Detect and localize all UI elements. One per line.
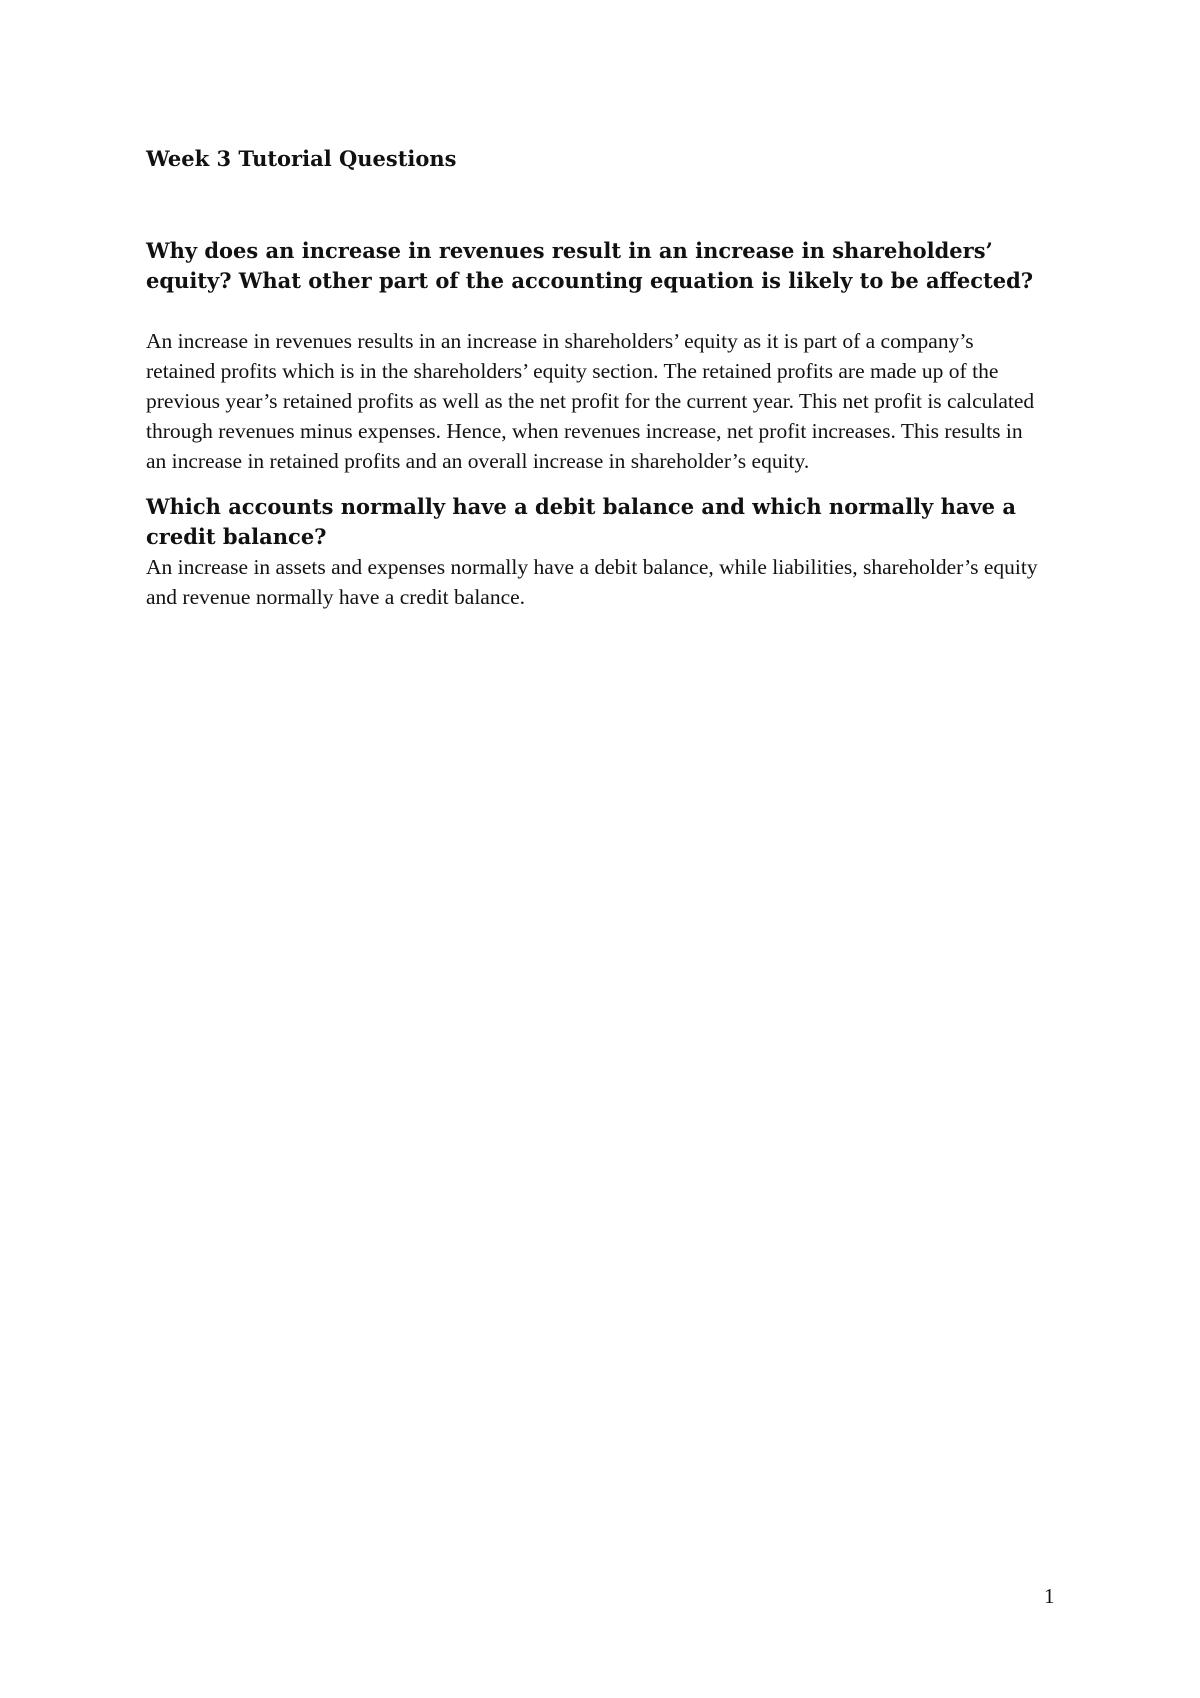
document-title: Week 3 Tutorial Questions [146, 146, 457, 171]
answer-2: An increase in assets and expenses normally have a debit balance, while liabilities, shareholder’s equity and revenue normally have a credit balance. [146, 555, 1038, 609]
question-2: Which accounts normally have a debit balance and which normally have a credit balance? [146, 494, 1016, 549]
question-1: Why does an increase in revenues result in an increase in shareholders’ equity? What other part of the accounting equation is likely to be affected? [146, 238, 1034, 293]
answer-1: An increase in revenues results in an increase in shareholders’ equity as it is part of a company’s retained profits which is in the shareholders’ equity section. The retained profits are made up of the previous year’s retained profits as well as the net profit for the current year. This net profit is calculated through revenues minus expenses. Hence, when revenues increase, net profit increases. This results in an increase in retained profits and an overall increase in shareholder’s equity. [146, 329, 1035, 473]
document-body [146, 144, 1046, 612]
page-number: 1 [1044, 1584, 1055, 1608]
